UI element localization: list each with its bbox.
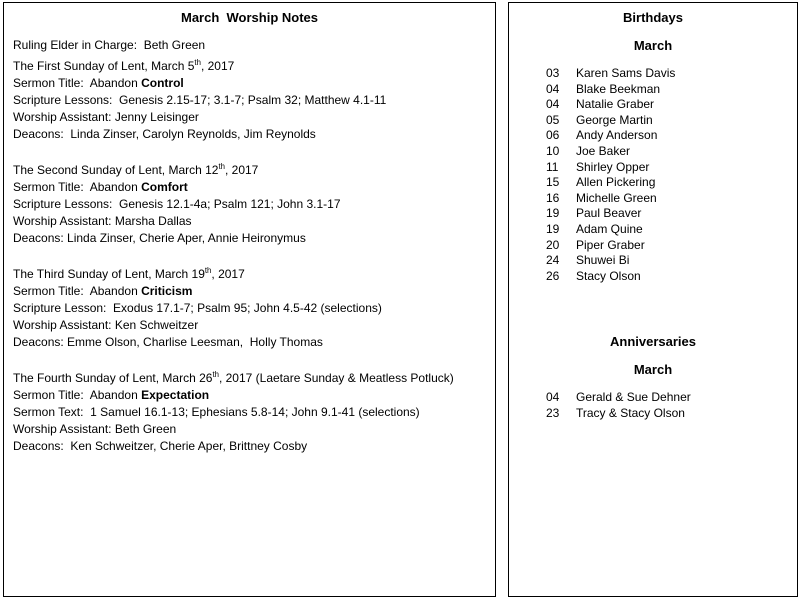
birthday-name: Andy Anderson (576, 128, 658, 143)
birthday-day: 19 (546, 206, 560, 221)
heading-year-text: , 2017 (200, 59, 235, 73)
sermon-title-theme: Expectation (141, 388, 210, 402)
sermon-title-label: Sermon Title: Abandon (13, 76, 142, 90)
birthday-name: Natalie Graber (576, 97, 655, 112)
birthday-day: 03 (546, 66, 560, 80)
birthdays-anniversaries-panel (508, 2, 798, 597)
birthday-row (546, 160, 797, 176)
deacons-line: Deacons: Ken Schweitzer, Cherie Aper, Brittney Cosby (13, 439, 308, 453)
worship-section-second-sunday (13, 158, 486, 247)
heading-year-text: , 2017 (224, 163, 259, 177)
birthday-day: 04 (546, 97, 560, 112)
birthday-row (546, 82, 797, 98)
heading-date-text: The Second Sunday of Lent, March 12 (13, 163, 219, 177)
birthday-row (546, 191, 797, 207)
sermon-title-label: Sermon Title: Abandon (13, 284, 142, 298)
birthday-day: 11 (546, 159, 559, 174)
scripture-line: Scripture Lessons: Genesis 12.1-4a; Psalm 121; John 3.1-17 (13, 197, 341, 211)
sermon-title-theme: Criticism (141, 284, 193, 298)
birthday-row (546, 253, 797, 269)
section-heading (13, 262, 486, 283)
birthday-day: 20 (546, 237, 560, 252)
birthday-day: 06 (546, 128, 560, 143)
birthday-day: 26 (546, 268, 560, 283)
anniversary-day: 23 (546, 405, 560, 420)
anniversary-day: 04 (546, 390, 560, 405)
birthday-day: 10 (546, 143, 560, 158)
heading-ordinal-superscript: th (204, 266, 212, 275)
birthday-name: Shuwei Bi (576, 253, 630, 268)
sermon-title-label: Sermon Title: Abandon (13, 180, 142, 194)
birthday-name: Stacy Olson (576, 268, 641, 283)
worship-assistant-line: Worship Assistant: Jenny Leisinger (13, 110, 199, 124)
birthday-row (546, 269, 797, 285)
sermon-title-line (13, 283, 486, 300)
birthday-name: Blake Beekman (576, 81, 661, 96)
section-heading (13, 158, 486, 179)
section-heading (13, 54, 486, 75)
sermon-title-label: Sermon Title: Abandon (13, 388, 142, 402)
anniversaries-title: Anniversaries (610, 334, 696, 350)
worship-assistant-line: Worship Assistant: Marsha Dallas (13, 214, 192, 228)
birthday-day: 19 (546, 221, 560, 236)
birthday-day: 24 (546, 253, 560, 268)
worship-notes-title: March Worship Notes (180, 10, 318, 25)
birthday-name: Adam Quine (576, 221, 643, 236)
heading-ordinal-superscript: th (212, 370, 219, 379)
worship-assistant-line: Worship Assistant: Beth Green (13, 422, 177, 436)
section-heading (13, 366, 486, 387)
worship-section-fourth-sunday (13, 366, 486, 455)
birthday-row (546, 222, 797, 238)
birthday-name: Joe Baker (576, 143, 631, 158)
birthday-row (546, 238, 797, 254)
sermon-title-theme: Control (141, 76, 184, 90)
heading-ordinal-superscript: th (218, 162, 225, 171)
birthday-list (509, 66, 797, 284)
birthday-name: Piper Graber (576, 237, 645, 252)
deacons-line: Deacons: Linda Zinser, Cherie Aper, Annie Heironymus (13, 231, 306, 245)
birthday-row (546, 97, 797, 113)
birthday-name: Michelle Green (576, 190, 657, 205)
birthday-row (546, 144, 797, 160)
anniversary-row (546, 406, 797, 422)
deacons-line: Deacons: Linda Zinser, Carolyn Reynolds, Jim Reynolds (13, 127, 316, 141)
heading-date-text: The First Sunday of Lent, March 5 (13, 59, 195, 73)
birthday-row (546, 206, 797, 222)
birthday-row (546, 175, 797, 191)
birthday-name: Paul Beaver (576, 206, 642, 221)
scripture-line: Sermon Text: 1 Samuel 16.1-13; Ephesians 5.8-14; John 9.1-41 (selections) (13, 405, 420, 419)
birthday-name: George Martin (576, 112, 653, 127)
birthday-row (546, 128, 797, 144)
anniversary-name: Gerald & Sue Dehner (576, 390, 691, 405)
worship-section-first-sunday (13, 54, 486, 143)
worship-section-third-sunday (13, 262, 486, 351)
worship-notes-panel (3, 2, 496, 597)
sermon-title-line (13, 387, 486, 404)
birthdays-title: Birthdays (623, 10, 683, 25)
sermon-title-line (13, 179, 486, 196)
birthday-day: 16 (546, 190, 560, 205)
anniversary-list (509, 390, 797, 421)
birthday-day: 05 (546, 112, 560, 127)
anniversaries-month: March (633, 362, 673, 378)
worship-assistant-line: Worship Assistant: Ken Schweitzer (13, 318, 199, 332)
scripture-line: Scripture Lessons: Genesis 2.15-17; 3.1-7; Psalm 32; Matthew 4.1-11 (13, 93, 387, 107)
ruling-elder-line: Ruling Elder in Charge: Beth Green (13, 38, 206, 52)
birthday-name: Karen Sams Davis (576, 66, 676, 80)
deacons-line: Deacons: Emme Olson, Charlise Leesman, Holly Thomas (13, 335, 323, 349)
heading-year-text: , 2017 (211, 267, 245, 281)
heading-year-text: , 2017 (Laetare Sunday & Meatless Potluck) (218, 371, 454, 385)
heading-ordinal-superscript: th (194, 58, 201, 67)
sermon-title-theme: Comfort (141, 180, 188, 194)
sermon-title-line (13, 75, 486, 92)
birthday-day: 15 (546, 175, 560, 190)
birthday-day: 04 (546, 81, 560, 96)
birthday-row (546, 66, 797, 82)
birthday-name: Allen Pickering (576, 175, 656, 190)
birthday-name: Shirley Opper (576, 159, 650, 174)
heading-date-text: The Third Sunday of Lent, March 19 (13, 267, 205, 281)
birthdays-month: March (633, 38, 673, 53)
scripture-line: Scripture Lesson: Exodus 17.1-7; Psalm 95; John 4.5-42 (selections) (13, 301, 382, 315)
anniversary-name: Tracy & Stacy Olson (576, 405, 685, 420)
anniversary-row (546, 390, 797, 406)
birthday-row (546, 113, 797, 129)
heading-date-text: The Fourth Sunday of Lent, March 26 (13, 371, 213, 385)
